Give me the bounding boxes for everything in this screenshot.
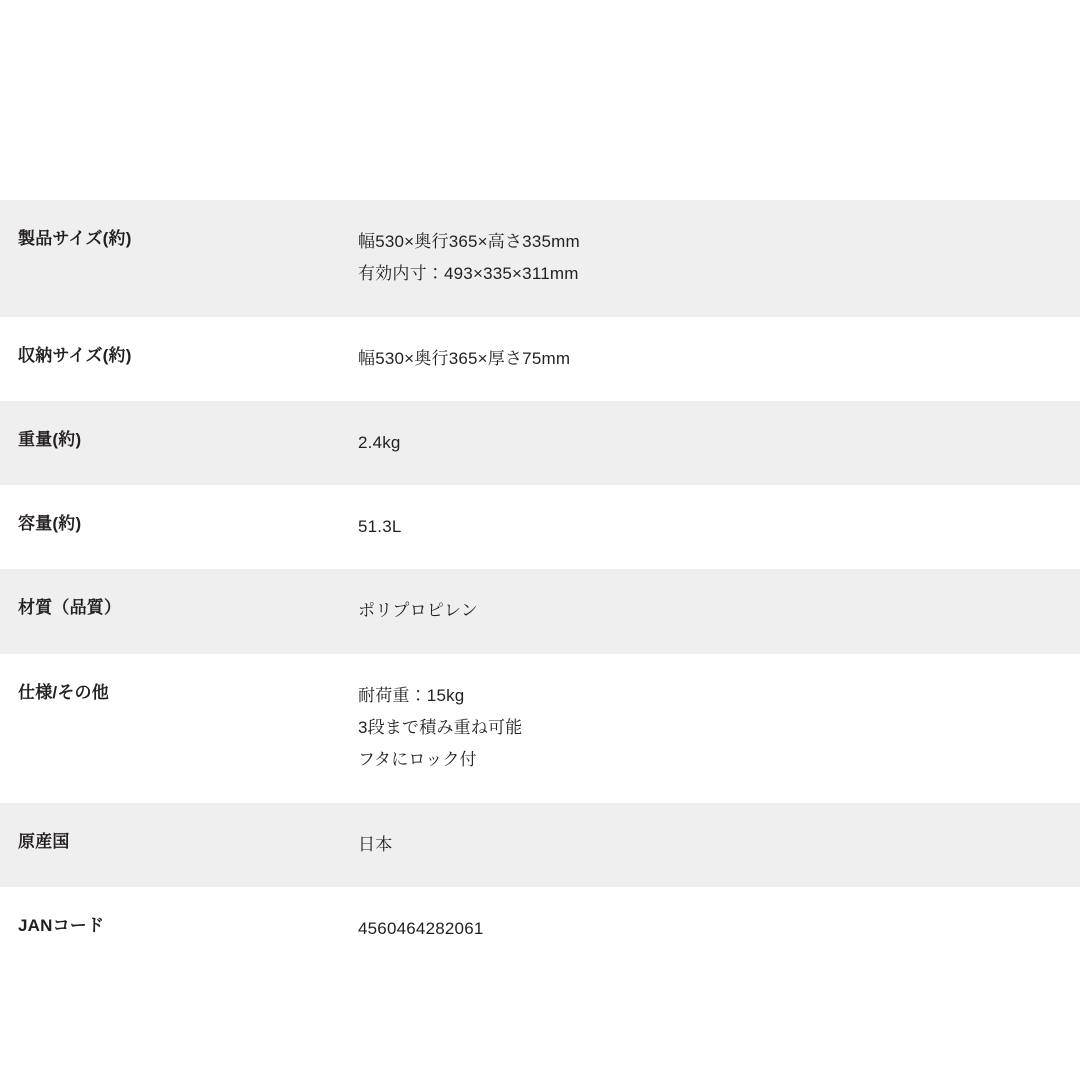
specification-table [0, 200, 1080, 971]
spec-value-line: 日本 [358, 834, 393, 854]
spec-label-country-of-origin [0, 803, 340, 887]
table-row [0, 654, 1080, 803]
spec-value-line: ポリプロピレン [358, 601, 478, 621]
spec-value-specification-other [340, 654, 1080, 803]
spec-value-line: 有効内寸：493×335×311mm [358, 264, 579, 284]
spec-value-line: 3段まで積み重ね可能 [358, 718, 523, 738]
spec-label-text: 仕様/その他 [18, 682, 109, 702]
spec-value-product-size [340, 200, 1080, 317]
spec-label-jan-code [0, 887, 340, 971]
spec-value-line: 耐荷重：15kg [358, 685, 465, 705]
spec-label-text: 容量(約) [18, 514, 82, 534]
spec-value-weight [340, 401, 1080, 485]
spec-value-capacity [340, 485, 1080, 569]
spec-label-weight [0, 401, 340, 485]
table-row [0, 569, 1080, 653]
spec-label-text: 重量(約) [18, 429, 82, 449]
spec-value-storage-size [340, 317, 1080, 401]
spec-value-country-of-origin [340, 803, 1080, 887]
table-row [0, 200, 1080, 317]
spec-value-line: 51.3L [358, 517, 402, 537]
spec-label-specification-other [0, 654, 340, 803]
spec-label-capacity [0, 485, 340, 569]
table-row [0, 803, 1080, 887]
spec-value-line: 幅530×奥行365×高さ335mm [358, 232, 580, 251]
spec-value-line: 4560464282061 [358, 918, 484, 938]
spec-label-text: 製品サイズ(約) [18, 229, 132, 248]
table-row [0, 887, 1080, 971]
spec-label-text: 材質（品質） [18, 598, 122, 618]
table-row [0, 485, 1080, 569]
spec-value-material [340, 569, 1080, 653]
spec-value-line: 2.4kg [358, 432, 401, 452]
spec-label-product-size [0, 200, 340, 317]
spec-value-jan-code [340, 887, 1080, 971]
spec-label-text: 原産国 [18, 831, 70, 851]
table-row [0, 401, 1080, 485]
spec-value-line: 幅530×奥行365×厚さ75mm [358, 348, 571, 368]
spec-label-text: 収納サイズ(約) [18, 345, 132, 365]
spec-label-material [0, 569, 340, 653]
spec-value-line: フタにロック付 [358, 750, 477, 770]
spec-label-text: JANコード [18, 915, 105, 935]
table-row [0, 317, 1080, 401]
spec-label-storage-size [0, 317, 340, 401]
specification-table-body [0, 200, 1080, 971]
